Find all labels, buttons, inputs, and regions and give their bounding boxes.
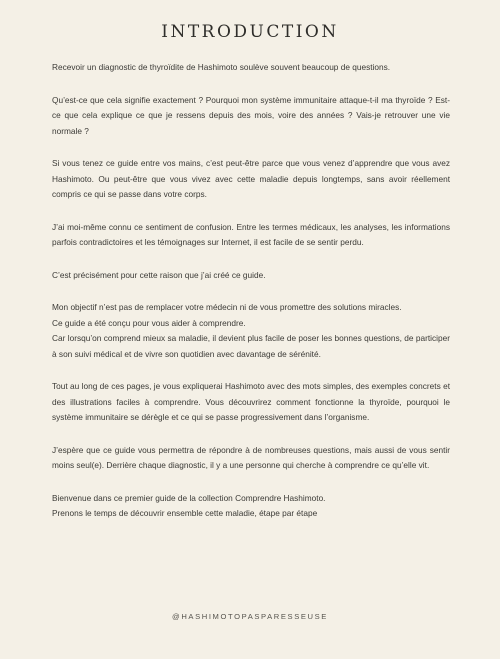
paragraph-3: Si vous tenez ce guide entre vos mains, c’est peut-être parce que vous venez d’apprendre que vous avez Hashimoto. Ou peut-être que vous vivez avec cette maladie depuis longtemps, sans avoir réellement compris ce qui se passe dans votre corps. [52,158,450,199]
body-text [52,60,450,522]
paragraph-10: J’espère que ce guide vous permettra de répondre à de nombreuses questions, mais aussi de vous sentir moins seul(e). Derrière chaque diagnostic, il y a une personne qui cherche à comprendre ce qu’elle vit. [52,444,450,470]
paragraph-2: Qu’est-ce que cela signifie exactement ? Pourquoi mon système immunitaire attaque-t-il ma thyroïde ? Est-ce que cela explique ce que je ressens depuis des mois, voire des années ? Vais-je retrouver une vie normale ? [52,94,450,136]
paragraph-4: J’ai moi-même connu ce sentiment de confusion. Entre les termes médicaux, les analyses, les informations parfois contradictoires et les témoignages sur Internet, il est facile de se sentir perdu. [52,221,450,247]
footer-handle: @HASHIMOTOPASPARESSEUSE [172,612,328,621]
paragraph-12: Prenons le temps de découvrir ensemble cette maladie, étape par étape [52,508,318,518]
paragraph-9: Tout au long de ces pages, je vous expliquerai Hashimoto avec des mots simples, des exemples concrets et des illustrations faciles à comprendre. Vous découvrirez comment fonctionne la thyroïde, pourquoi le système immunitaire se dérègle et ce qui se passe progressivement dans l’organisme. [52,381,450,422]
paragraph-5: C’est précisément pour cette raison que j’ai créé ce guide. [52,269,266,280]
paragraph-6: Mon objectif n’est pas de remplacer votre médecin ni de vous promettre des solutions miracles. [52,302,402,312]
paragraph-8: Car lorsqu’on comprend mieux sa maladie, il devient plus facile de poser les bonnes questions, de participer à son suivi médical et de vivre son quotidien avec davantage de sérénité. [52,333,450,359]
page-title: INTRODUCTION [161,22,339,42]
paragraph-7: Ce guide a été conçu pour vous aider à comprendre. [52,317,246,328]
paragraph-11: Bienvenue dans ce premier guide de la collection Comprendre Hashimoto. [52,492,326,503]
paragraph-1: Recevoir un diagnostic de thyroïdite de Hashimoto soulève souvent beaucoup de questions. [52,62,391,72]
